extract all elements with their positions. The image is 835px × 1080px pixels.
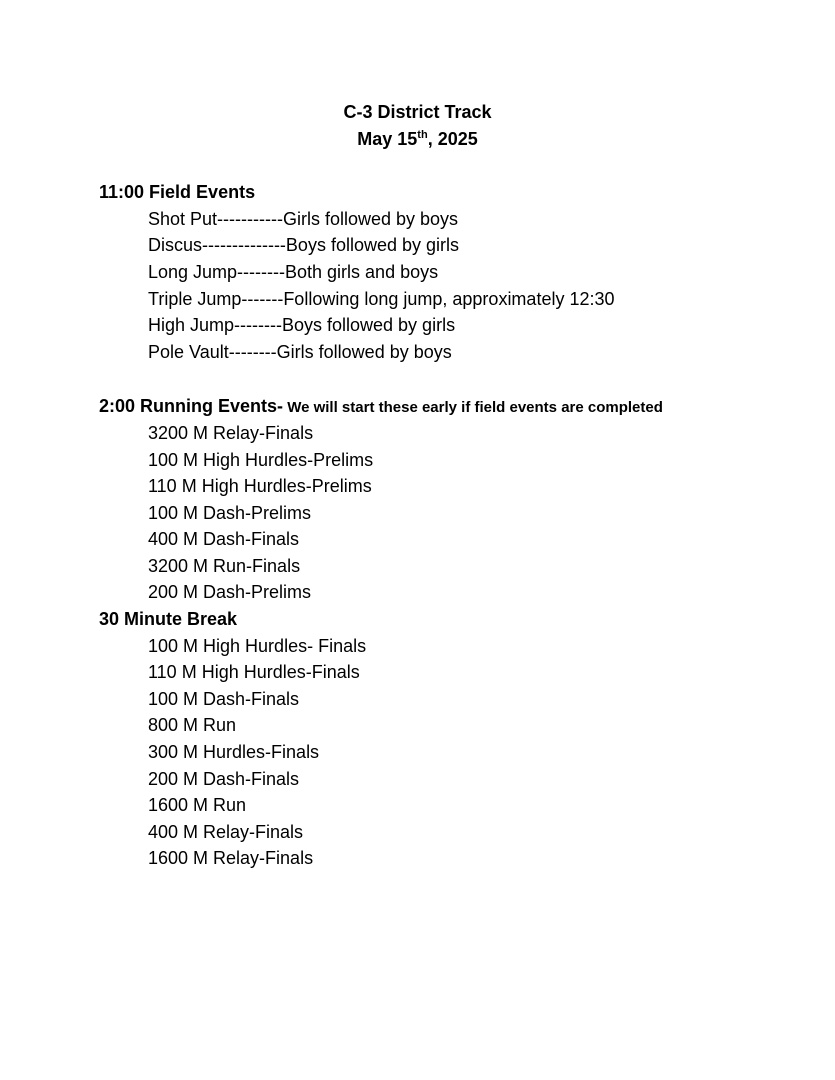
final-event-item: 400 M Relay-Finals [148,822,304,842]
running-events-title: 2:00 Running Events- [99,396,284,416]
field-event-item: Triple Jump-------Following long jump, approximately 12:30 [148,289,615,309]
field-events-heading: 11:00 Field Events [99,182,256,202]
running-event-item: 3200 M Relay-Finals [148,423,314,443]
final-event-item: 110 M High Hurdles-Finals [148,662,360,682]
running-event-item: 3200 M Run-Finals [148,556,301,576]
running-events-note: We will start these early if field events are completed [283,399,663,416]
document-date [0,127,835,151]
running-event-item: 200 M Dash-Prelims [148,582,312,602]
final-event-item: 300 M Hurdles-Finals [148,742,320,762]
field-event-item: Long Jump--------Both girls and boys [148,262,439,282]
running-event-item: 110 M High Hurdles-Prelims [148,476,372,496]
field-event-item: High Jump--------Boys followed by girls [148,315,456,335]
running-event-item: 100 M High Hurdles-Prelims [148,450,374,470]
running-event-item: 100 M Dash-Prelims [148,503,312,523]
running-events-heading [99,394,663,420]
final-event-item: 1600 M Run [148,795,247,815]
date-prefix: May 15 [357,129,418,149]
final-event-item: 100 M High Hurdles- Finals [148,636,367,656]
break-heading: 30 Minute Break [99,609,238,629]
final-event-item: 100 M Dash-Finals [148,689,300,709]
document-title: C-3 District Track [343,102,492,122]
field-event-item: Shot Put-----------Girls followed by boys [148,209,459,229]
final-event-item: 200 M Dash-Finals [148,769,300,789]
field-event-item: Pole Vault--------Girls followed by boys [148,342,452,362]
date-superscript: th [417,129,428,141]
field-event-item: Discus--------------Boys followed by girls [148,235,460,255]
final-event-item: 800 M Run [148,715,237,735]
date-suffix: , 2025 [427,129,478,149]
final-event-item: 1600 M Relay-Finals [148,848,314,868]
running-event-item: 400 M Dash-Finals [148,529,300,549]
